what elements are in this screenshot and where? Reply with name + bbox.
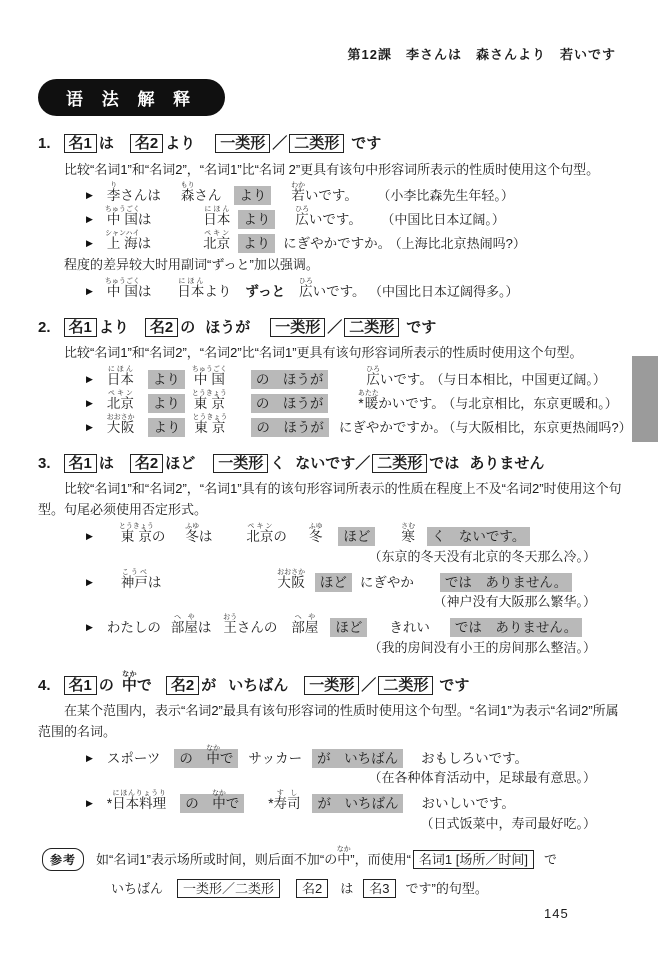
grammar-slot-box: 名1 xyxy=(64,318,97,337)
particle-highlight: の ほうが xyxy=(251,394,329,413)
ruby-annotated-text: 日本にほん xyxy=(177,277,205,299)
reference-note-lines xyxy=(96,846,557,907)
grammar-slot-box: 名1 xyxy=(64,454,97,473)
grammar-slot-box: 一类形 xyxy=(270,318,325,337)
text-segment: は xyxy=(147,574,162,590)
particle-highlight: が いちばん xyxy=(312,749,403,768)
text-segment: く xyxy=(270,454,286,472)
grammar-slot-box: 二类形 xyxy=(289,134,344,153)
furigana: シャンハイ xyxy=(105,230,140,238)
text-segment: にぎやか xyxy=(359,574,414,590)
particle-highlight: ほど xyxy=(338,527,375,546)
furigana: へや xyxy=(291,614,319,622)
example-sentence xyxy=(86,745,630,767)
furigana: ペキン xyxy=(203,230,231,238)
grammar-slot-box: 名1 xyxy=(64,134,97,153)
ruby-annotated-text: 東京とうきょう xyxy=(192,414,228,436)
ruby-annotated-text: *暖あたた xyxy=(357,390,379,412)
text-segment: で xyxy=(136,676,152,694)
example-sentence xyxy=(86,366,630,388)
particle-highlight: より xyxy=(148,418,185,437)
text-segment: では xyxy=(429,454,460,472)
reference-note xyxy=(38,846,630,907)
triangle-bullet-icon: ▶ xyxy=(86,190,93,201)
text-segment: いちばん xyxy=(228,676,289,694)
ruby-annotated-text: 北京ペキン xyxy=(203,230,231,252)
triangle-bullet-icon: ▶ xyxy=(86,214,93,225)
page-number: 145 xyxy=(544,906,569,921)
furigana: もり xyxy=(180,182,195,190)
text-segment: サッカー xyxy=(248,750,303,766)
ruby-annotated-text: 大阪おおさか xyxy=(277,568,306,590)
grammar-slot-box: 名2 xyxy=(166,676,199,695)
text-segment: は xyxy=(137,283,152,299)
grammar-slot-box: 二类形 xyxy=(378,676,433,695)
text-segment: で xyxy=(219,750,234,766)
text-segment: わたしの xyxy=(106,620,161,636)
text-segment: ほど xyxy=(165,454,196,472)
text-segment: は xyxy=(340,881,354,897)
text-segment: は xyxy=(137,236,152,252)
text-segment: で xyxy=(225,796,240,812)
furigana: さむ xyxy=(401,523,416,531)
furigana: ふゆ xyxy=(185,523,200,531)
ruby-annotated-text: 日本にほん xyxy=(106,366,134,388)
ruby-annotated-text: 北京ペキン xyxy=(246,523,274,545)
grammar-slot-box: 名词1 [场所／时间] xyxy=(413,850,534,869)
section-number: 3. xyxy=(38,454,51,472)
section-number: 2. xyxy=(38,318,51,336)
triangle-bullet-icon: ▶ xyxy=(86,622,93,633)
ruby-annotated-text: 王おう xyxy=(223,614,238,636)
text-segment: より xyxy=(204,283,232,299)
furigana: こうべ xyxy=(120,568,148,576)
furigana: ちゅうごく xyxy=(104,206,140,214)
furigana: ちゅうごく xyxy=(191,366,227,374)
furigana: にほんりょうり xyxy=(112,790,167,798)
triangle-bullet-icon: ▶ xyxy=(86,752,93,763)
furigana: ペキン xyxy=(106,390,134,398)
grammar-slot-box: 二类形 xyxy=(344,318,399,337)
example-sentence xyxy=(86,569,630,591)
section-heading xyxy=(38,671,630,699)
grammar-slot-box: 名2 xyxy=(145,318,178,337)
section-heading xyxy=(38,131,630,157)
example-sentence xyxy=(86,230,630,252)
grammar-slot-box: 名2 xyxy=(130,134,163,153)
section-heading xyxy=(38,315,630,341)
particle-highlight: の ほうが xyxy=(251,418,329,437)
triangle-bullet-icon: ▶ xyxy=(86,398,93,409)
furigana: ふゆ xyxy=(308,523,323,531)
chinese-translation: （与大阪相比，东京更热闹吗?） xyxy=(448,420,632,436)
furigana: にほん xyxy=(177,277,205,285)
explanation-paragraph: 程度的差异较大时用副词“ずっと”加以强调。 xyxy=(64,257,319,273)
example-sentence xyxy=(86,182,630,204)
furigana: すし xyxy=(273,790,301,798)
furigana: わか xyxy=(291,182,306,190)
text-segment: が xyxy=(201,676,217,694)
particle-highlight: より xyxy=(234,186,271,205)
chinese-translation: （在各种体育活动中，足球最有意思。） xyxy=(368,770,596,786)
ruby-annotated-text: 上海シャンハイ xyxy=(105,230,140,252)
chinese-translation: （中国比日本辽阔。） xyxy=(387,212,505,228)
chinese-translation: （上海比北京热闹吗?） xyxy=(395,236,526,252)
text-segment: いちばん xyxy=(111,881,164,897)
chinese-translation: （与北京相比，东京更暖和。） xyxy=(448,396,618,412)
grammar-section-badge: 语 法 解 释 xyxy=(38,79,225,116)
particle-highlight: より xyxy=(148,370,185,389)
grammar-slot-box: 二类形 xyxy=(372,454,427,473)
example-sentence xyxy=(86,390,630,412)
text-segment: にぎやかですか。 xyxy=(338,420,447,436)
text-segment: きれい xyxy=(389,620,430,636)
text-segment: で xyxy=(544,851,558,867)
example-sentence xyxy=(86,206,630,228)
ruby-annotated-text: 中国ちゅうごく xyxy=(191,366,227,388)
furigana: とうきょう xyxy=(191,390,227,398)
text-segment: いです。 xyxy=(312,283,366,299)
chinese-translation: （神户没有大阪那么繁华。） xyxy=(433,594,596,610)
furigana: なか xyxy=(206,744,221,752)
furigana: とうきょう xyxy=(118,523,154,531)
text-segment: ずっと xyxy=(245,283,286,299)
text-segment: の xyxy=(180,318,196,336)
furigana: あたた xyxy=(357,390,379,398)
ruby-annotated-text: 中なか xyxy=(211,790,226,812)
triangle-bullet-icon: ▶ xyxy=(86,531,93,542)
chinese-translation: （我的房间没有小王的房间那么整洁。） xyxy=(368,639,596,655)
grammar-slot-box: 名2 xyxy=(130,454,163,473)
ruby-annotated-text: 日本にほん xyxy=(203,206,231,228)
ruby-annotated-text: 李り xyxy=(106,182,121,204)
section-number: 1. xyxy=(38,135,51,152)
grammar-slot-box: 名1 xyxy=(64,676,97,695)
text-segment: おいしいです。 xyxy=(421,796,515,812)
ruby-annotated-text: 中なか xyxy=(206,744,221,766)
grammar-slot-box: 一类形 xyxy=(304,676,359,695)
particle-highlight: ほど xyxy=(315,573,352,592)
text-segment: * xyxy=(268,796,274,812)
text-segment: おもしろいです。 xyxy=(421,750,529,766)
text-segment: いです。 xyxy=(379,372,433,388)
ruby-annotated-text: 森もり xyxy=(180,182,195,204)
ruby-annotated-text: 日本料理にほんりょうり xyxy=(112,790,167,812)
text-segment: ほうが xyxy=(205,318,251,336)
ruby-annotated-text: 中なか xyxy=(121,670,137,694)
ruby-annotated-text: 冬ふゆ xyxy=(308,523,323,545)
explanation-paragraph: 在某个范围内，表示“名词2”最具有该句形容词的性质时使用这个句型。“名词1”为表示“名词2”所属范围的名词。 xyxy=(38,703,619,739)
furigana: とうきょう xyxy=(192,414,228,422)
triangle-bullet-icon: ▶ xyxy=(86,798,93,809)
particle-highlight: が いちばん xyxy=(312,794,403,813)
triangle-bullet-icon: ▶ xyxy=(86,576,93,587)
particle-highlight xyxy=(174,744,238,768)
particle-highlight: では ありません。 xyxy=(450,618,582,637)
grammar-section-3 xyxy=(38,451,630,656)
ruby-annotated-text: 東京とうきょう xyxy=(118,523,154,545)
text-segment: は xyxy=(137,212,152,228)
example-sentence xyxy=(86,414,630,436)
text-segment: さんは xyxy=(120,188,161,204)
chinese-translation: （中国比日本辽阔得多。） xyxy=(375,283,519,299)
ruby-annotated-text: 北京ペキン xyxy=(106,390,134,412)
furigana: ペキン xyxy=(246,523,274,531)
furigana: にほん xyxy=(203,206,231,214)
text-segment: * xyxy=(106,796,113,812)
furigana: へや xyxy=(170,614,198,622)
grammar-slot-box: 一类形／二类形 xyxy=(177,879,280,898)
ruby-annotated-text: 東京とうきょう xyxy=(191,390,227,412)
text-segment: ないです／ xyxy=(295,454,371,472)
text-segment: の xyxy=(151,529,166,545)
particle-highlight: より xyxy=(238,234,275,253)
text-segment: の xyxy=(273,529,287,545)
note-line xyxy=(96,846,557,873)
sections-container xyxy=(38,131,630,832)
triangle-bullet-icon: ▶ xyxy=(86,422,93,433)
text-segment: ／ xyxy=(361,676,377,694)
furigana: ちゅうごく xyxy=(104,277,140,285)
ruby-annotated-text: 広ひろ xyxy=(366,366,381,388)
example-sentence xyxy=(86,278,630,300)
particle-highlight: の ほうが xyxy=(251,370,329,389)
text-segment: は xyxy=(197,620,212,636)
grammar-slot-box: 名3 xyxy=(363,879,395,898)
text-segment: 如“名词1”表示场所或时间，则后面不加“の xyxy=(96,851,338,867)
furigana: り xyxy=(106,182,121,190)
text-segment: にぎやかですか。 xyxy=(283,236,392,252)
lesson-title: 第12課 李さんは 森さんより 若いです xyxy=(347,47,616,62)
furigana: おおさか xyxy=(277,568,306,576)
text-segment: は xyxy=(198,529,213,545)
ruby-annotated-text: 神戸こうべ xyxy=(120,568,148,590)
grammar-slot-box: 一类形 xyxy=(215,134,270,153)
text-segment: より xyxy=(165,135,196,152)
furigana: おう xyxy=(223,614,238,622)
chapter-side-tab xyxy=(632,356,658,442)
triangle-bullet-icon: ▶ xyxy=(86,285,93,296)
text-segment: さんの xyxy=(236,620,278,636)
text-segment: です”的句型。 xyxy=(405,881,488,897)
text-segment: ”，而使用“ xyxy=(350,851,411,867)
ruby-annotated-text: 部屋へや xyxy=(170,614,198,636)
text-segment: は xyxy=(98,454,114,472)
text-segment: スポーツ xyxy=(106,750,161,766)
chinese-translation: （与日本相比，中国更辽阔。） xyxy=(436,372,606,388)
example-sentence xyxy=(86,523,630,545)
grammar-slot-box: 一类形 xyxy=(213,454,268,473)
reference-badge: 参考 xyxy=(42,848,84,871)
chinese-translation: （小李比森先生年轻。） xyxy=(383,188,514,204)
ruby-annotated-text: 広ひろ xyxy=(298,277,313,299)
furigana: にほん xyxy=(106,366,134,374)
text-segment: です xyxy=(351,135,382,152)
grammar-section-2 xyxy=(38,315,630,436)
triangle-bullet-icon: ▶ xyxy=(86,238,93,249)
text-segment: ありません xyxy=(469,454,545,472)
particle-highlight: より xyxy=(148,394,185,413)
text-segment: の xyxy=(179,750,207,766)
ruby-annotated-text: 若わか xyxy=(291,182,306,204)
ruby-annotated-text: 寒さむ xyxy=(401,523,416,545)
explanation-paragraph: 比较“名词1”和“名词2”，“名词1”具有的该句形容词所表示的性质在程度上不及“名词2”时使用这个句型。句尾必须使用否定形式。 xyxy=(38,481,622,518)
triangle-bullet-icon: ▶ xyxy=(86,374,93,385)
ruby-annotated-text: 冬ふゆ xyxy=(185,523,200,545)
text-segment: です xyxy=(406,318,437,336)
text-segment: いです。 xyxy=(308,212,362,228)
text-segment: より xyxy=(98,318,129,336)
furigana: なか xyxy=(121,670,137,678)
furigana: ひろ xyxy=(366,366,381,374)
example-sentence xyxy=(86,790,630,812)
grammar-section-4 xyxy=(38,671,630,832)
text-segment: は xyxy=(98,135,114,152)
ruby-annotated-text: 中なか xyxy=(336,845,351,867)
explanation-paragraph: 比较“名词1”和“名词2”，“名词1”比“名词 2”更具有该句中形容词所表示的性质时使用这个句型。 xyxy=(64,161,600,177)
furigana: なか xyxy=(336,845,351,853)
section-heading xyxy=(38,451,630,477)
text-segment: です xyxy=(439,676,470,694)
particle-highlight: く ないです。 xyxy=(427,527,530,546)
ruby-annotated-text: 広ひろ xyxy=(295,206,310,228)
note-line xyxy=(111,877,557,902)
furigana: おおさか xyxy=(106,414,135,422)
ruby-annotated-text: 中国ちゅうごく xyxy=(104,277,140,299)
chinese-translation: （日式饭菜中，寿司最好吃。） xyxy=(420,815,596,831)
text-segment: ／ xyxy=(327,318,343,336)
section-number: 4. xyxy=(38,676,51,694)
particle-highlight: では ありません。 xyxy=(440,573,572,592)
furigana: ひろ xyxy=(295,206,310,214)
grammar-slot-box: 名2 xyxy=(296,879,328,898)
particle-highlight: ほど xyxy=(330,618,367,637)
explanation-paragraph: 比较“名词1”和“名词2”，“名词2”比“名词1”更具有该句形容词所表示的性质时使用这个句型。 xyxy=(64,345,583,361)
example-sentence xyxy=(86,614,630,636)
ruby-annotated-text: 部屋へや xyxy=(291,614,319,636)
ruby-annotated-text: 大阪おおさか xyxy=(106,414,135,436)
particle-highlight: より xyxy=(238,210,275,229)
particle-highlight xyxy=(180,790,244,813)
text-segment: の xyxy=(98,676,114,694)
grammar-section-1 xyxy=(38,131,630,300)
chinese-translation: （东京的冬天没有北京的冬天那么冷。） xyxy=(368,548,596,564)
ruby-annotated-text: 寿司すし xyxy=(273,790,301,812)
text-segment: いです。 xyxy=(304,188,358,204)
text-segment: の xyxy=(185,796,213,812)
furigana: なか xyxy=(211,790,226,798)
furigana: ひろ xyxy=(298,277,313,285)
text-segment: かいです。 xyxy=(378,396,445,412)
text-segment: ／ xyxy=(272,135,288,152)
ruby-annotated-text: 中国ちゅうごく xyxy=(104,206,140,228)
text-segment: さん xyxy=(194,188,222,204)
